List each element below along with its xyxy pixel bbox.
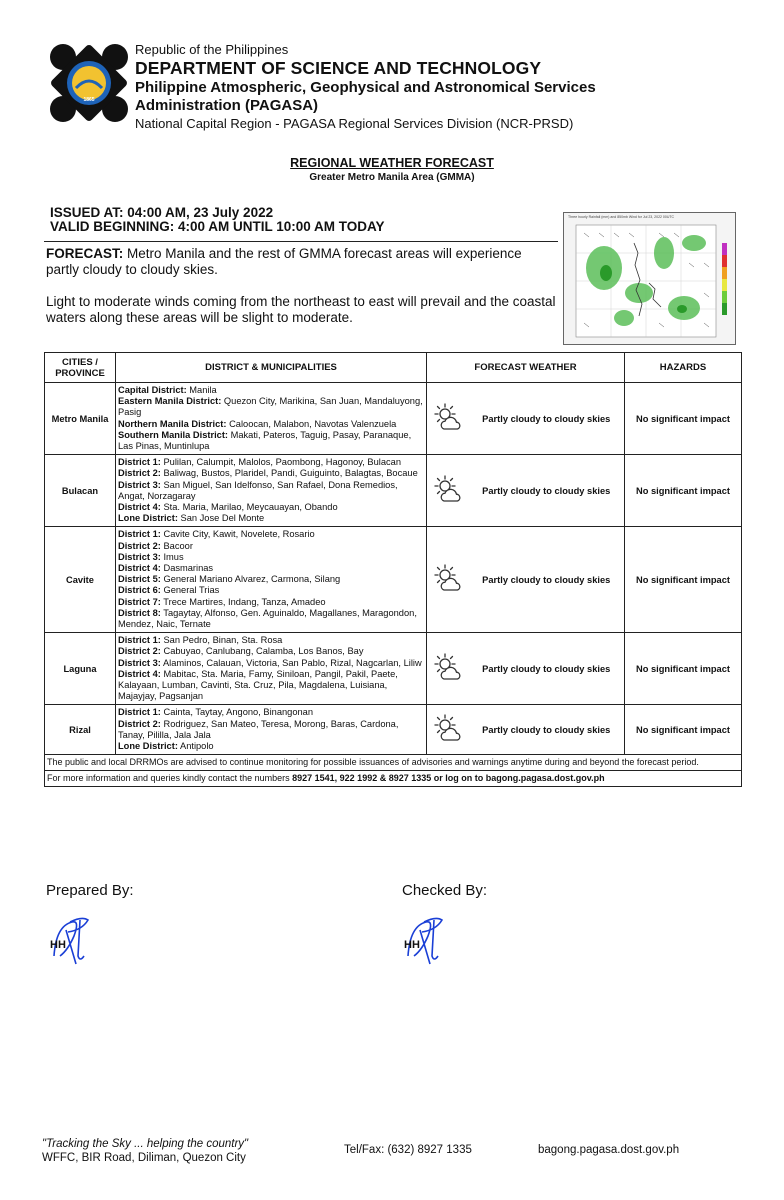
agency-name-1: Philippine Atmospheric, Geophysical and Astronomical Services <box>135 79 596 96</box>
district-label: District 4: <box>118 563 161 574</box>
district-municipalities: General Mariano Alvarez, Carmona, Silang <box>160 574 341 585</box>
checked-signature <box>400 912 462 968</box>
hazard-cell: No significant impact <box>625 527 742 633</box>
divider <box>44 241 558 242</box>
district-line <box>118 552 424 563</box>
district-municipalities: General Trias <box>160 585 220 596</box>
republic-line: Republic of the Philippines <box>135 42 289 57</box>
district-label: District 2: <box>118 468 161 479</box>
col-header-district: DISTRICT & MUNICIPALITIES <box>116 353 427 383</box>
district-municipalities: Bacoor <box>160 540 193 551</box>
district-municipalities: San Miguel, San Idelfonso, San Rafael, Dona Remedios, Angat, Norzagaray <box>118 479 398 501</box>
district-line <box>118 396 424 418</box>
province-cell: Bulacan <box>45 455 116 527</box>
district-municipalities: Cabuyao, Canlubang, Calamba, Los Banos, Bay <box>160 646 364 657</box>
district-municipalities: Dasmarinas <box>160 563 214 574</box>
province-cell: Cavite <box>45 527 116 633</box>
weather-icon-cell <box>427 705 469 755</box>
district-label: District 5: <box>118 574 161 585</box>
contact-prefix: For more information and queries kindly contact the numbers <box>47 773 293 784</box>
hazard-cell: No significant impact <box>625 705 742 755</box>
hazard-cell: No significant impact <box>625 633 742 705</box>
district-label: District 6: <box>118 585 161 596</box>
district-municipalities: Cainta, Taytay, Angono, Binangonan <box>160 707 314 718</box>
weather-icon-cell <box>427 383 469 455</box>
district-label: Lone District: <box>118 513 178 524</box>
table-body <box>45 383 742 755</box>
district-municipalities: Quezon City, Marikina, San Juan, Mandaluyong, Pasig <box>118 396 423 418</box>
district-line <box>118 529 424 540</box>
weather-icon-cell <box>427 527 469 633</box>
district-line <box>118 541 424 552</box>
division-name: National Capital Region - PAGASA Regional Services Division (NCR-PRSD) <box>135 116 574 131</box>
table-row <box>45 455 742 527</box>
forecast-table <box>44 352 742 787</box>
checked-by-label: Checked By: <box>402 882 488 899</box>
district-label: District 2: <box>118 718 161 729</box>
district-municipalities: Mabitac, Sta. Maria, Famy, Siniloan, Pangil, Pakil, Paete, Kalayaan, Lumban, Cavinti, Sta. Cruz, Pila, Magdalena, Luisiana, Majayjay, Pagsanjan <box>118 668 398 702</box>
district-line <box>118 608 424 630</box>
table-row <box>45 383 742 455</box>
contact-row <box>45 771 742 787</box>
document-title <box>0 156 784 184</box>
forecast-label: FORECAST: <box>46 246 124 261</box>
district-label: District 3: <box>118 479 161 490</box>
province-cell: Laguna <box>45 633 116 705</box>
forecast-weather-cell: Partly cloudy to cloudy skies <box>469 633 625 705</box>
district-line <box>118 419 424 430</box>
forecast-weather-cell: Partly cloudy to cloudy skies <box>469 527 625 633</box>
district-label: District 1: <box>118 707 161 718</box>
partly-cloudy-icon <box>432 713 464 745</box>
district-line <box>118 597 424 608</box>
district-municipalities: Tagaytay, Alfonso, Gen. Aguinaldo, Magallanes, Maragondon, Mendez, Naic, Ternate <box>118 607 417 630</box>
table-row <box>45 527 742 633</box>
logo-year: 1865 <box>83 97 95 103</box>
hazard-cell: No significant impact <box>625 383 742 455</box>
district-label: District 8: <box>118 607 161 618</box>
col-header-cities: CITIES / PROVINCE <box>45 353 116 383</box>
district-line <box>118 385 424 396</box>
footer-left <box>42 1137 248 1165</box>
district-line <box>118 658 424 669</box>
forecast-weather-cell: Partly cloudy to cloudy skies <box>469 455 625 527</box>
table-row <box>45 705 742 755</box>
district-label: Southern Manila District: <box>118 429 229 440</box>
district-municipalities: Alaminos, Calauan, Victoria, San Pablo, Rizal, Nagcarlan, Liliw <box>160 657 422 668</box>
district-line <box>118 646 424 657</box>
district-municipalities: Rodriguez, San Mateo, Teresa, Morong, Baras, Cardona, Tanay, Pililla, Jala Jala <box>118 718 399 740</box>
weather-icon-cell <box>427 633 469 705</box>
district-label: Northern Manila District: <box>118 418 227 429</box>
district-line <box>118 480 424 502</box>
district-line <box>118 707 424 718</box>
agency-header <box>135 42 755 132</box>
district-municipalities: Cavite City, Kawit, Novelete, Rosario <box>160 529 315 540</box>
district-label: District 4: <box>118 502 161 513</box>
partly-cloudy-icon <box>432 474 464 506</box>
district-label: District 1: <box>118 635 161 646</box>
agency-name-2: Administration (PAGASA) <box>135 97 319 114</box>
district-line <box>118 574 424 585</box>
valid-beginning: VALID BEGINNING: 4:00 AM UNTIL 10:00 AM TODAY <box>50 219 385 234</box>
rainfall-wind-map <box>563 212 736 345</box>
district-label: District 1: <box>118 457 161 468</box>
district-label: District 7: <box>118 596 161 607</box>
forecast-text <box>46 246 556 342</box>
col-header-forecast: FORECAST WEATHER <box>427 353 625 383</box>
winds-paragraph: Light to moderate winds coming from the northeast to east will prevail and the coastal waters along these areas will be slight to moderate. <box>46 294 556 325</box>
department-name: DEPARTMENT OF SCIENCE AND TECHNOLOGY <box>135 58 542 78</box>
forecast-weather-cell: Partly cloudy to cloudy skies <box>469 705 625 755</box>
district-municipalities: Baliwag, Bustos, Plaridel, Pandi, Guiguinto, Balagtas, Bocaue <box>160 468 418 479</box>
districts-cell <box>116 383 427 455</box>
weather-icon-cell <box>427 455 469 527</box>
district-label: District 4: <box>118 668 161 679</box>
district-municipalities: Caloocan, Malabon, Navotas Valenzuela <box>226 418 397 429</box>
advisory-note: The public and local DRRMOs are advised to continue monitoring for possible issuances of advisories and warnings anytime during and beyond the forecast period. <box>45 755 742 771</box>
footer-web: bagong.pagasa.dost.gov.ph <box>538 1144 680 1156</box>
contact-numbers: 8927 1541, 922 1992 & 8927 1335 or log on to bagong.pagasa.dost.gov.ph <box>292 773 605 784</box>
districts-cell <box>116 527 427 633</box>
district-label: District 2: <box>118 646 161 657</box>
hazard-cell: No significant impact <box>625 455 742 527</box>
district-line <box>118 585 424 596</box>
districts-cell <box>116 633 427 705</box>
checked-initials: HH <box>404 939 420 951</box>
district-line <box>118 635 424 646</box>
district-municipalities: Pulilan, Calumpit, Malolos, Paombong, Hagonoy, Bulacan <box>160 457 402 468</box>
district-municipalities: San Jose Del Monte <box>177 513 265 524</box>
prepared-initials: HH <box>50 939 66 951</box>
districts-cell <box>116 455 427 527</box>
district-line <box>118 468 424 479</box>
province-cell: Metro Manila <box>45 383 116 455</box>
district-municipalities: Manila <box>186 385 217 395</box>
district-municipalities: Antipolo <box>177 741 214 752</box>
district-line <box>118 502 424 513</box>
district-label: Capital District: <box>118 385 187 395</box>
title-sub: Greater Metro Manila Area (GMMA) <box>309 172 475 183</box>
district-municipalities: San Pedro, Binan, Sta. Rosa <box>160 635 283 646</box>
footer-motto: "Tracking the Sky ... helping the country" <box>42 1138 249 1150</box>
partly-cloudy-icon <box>432 652 464 684</box>
district-label: District 3: <box>118 551 161 562</box>
district-line <box>118 513 424 524</box>
district-line <box>118 430 424 452</box>
district-label: Eastern Manila District: <box>118 396 222 407</box>
district-label: District 3: <box>118 657 161 668</box>
district-municipalities: Sta. Maria, Marilao, Meycauayan, Obando <box>160 502 338 513</box>
district-line <box>118 741 424 752</box>
partly-cloudy-icon <box>432 402 464 434</box>
district-municipalities: Trece Martires, Indang, Tanza, Amadeo <box>160 596 326 607</box>
table-header-row <box>45 353 742 383</box>
forecast-body: Metro Manila and the rest of GMMA forecast areas will experience partly cloudy to cloudy skies. <box>46 246 522 277</box>
map-image <box>564 213 736 345</box>
prepared-by-label: Prepared By: <box>46 882 134 899</box>
pagasa-logo <box>48 42 130 124</box>
district-line <box>118 457 424 468</box>
prepared-signature <box>46 912 108 968</box>
district-label: District 1: <box>118 529 161 540</box>
province-cell: Rizal <box>45 705 116 755</box>
footer-tel: Tel/Fax: (632) 8927 1335 <box>344 1144 472 1156</box>
col-header-hazards: HAZARDS <box>625 353 742 383</box>
map-caption: Three hourly Rainfall (mm) and 850mb Wind for Jul 23, 2022 00UTC <box>568 215 675 219</box>
district-line <box>118 669 424 703</box>
districts-cell <box>116 705 427 755</box>
forecast-weather-cell: Partly cloudy to cloudy skies <box>469 383 625 455</box>
footer-address: WFFC, BIR Road, Diliman, Quezon City <box>42 1152 246 1164</box>
advisory-row <box>45 755 742 771</box>
district-municipalities: Imus <box>160 551 184 562</box>
partly-cloudy-icon <box>432 563 464 595</box>
issue-info <box>50 206 385 234</box>
district-line <box>118 719 424 741</box>
district-municipalities: Makati, Pateros, Taguig, Pasay, Paranaque, Las Pinas, Muntinlupa <box>118 429 412 452</box>
forecast-paragraph <box>46 246 556 278</box>
table-row <box>45 633 742 705</box>
title-main: REGIONAL WEATHER FORECAST <box>290 156 494 170</box>
district-label: District 2: <box>118 540 161 551</box>
district-label: Lone District: <box>118 741 178 752</box>
contact-note <box>45 771 742 787</box>
issued-at: ISSUED AT: 04:00 AM, 23 July 2022 <box>50 205 274 220</box>
district-line <box>118 563 424 574</box>
